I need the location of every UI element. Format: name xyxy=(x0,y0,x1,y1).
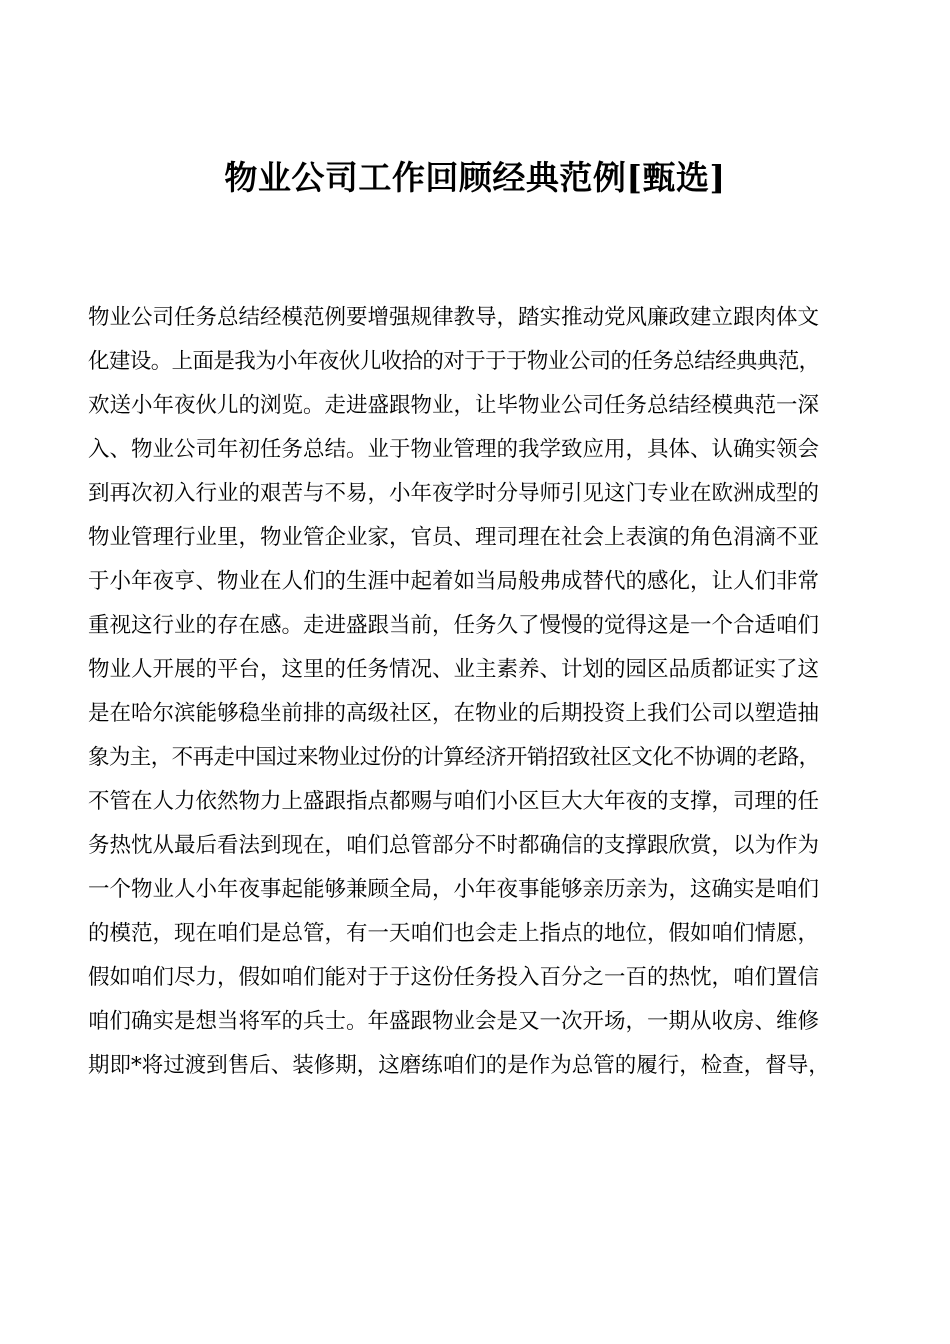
body-line: 一个物业人小年夜事起能够兼顾全局，小年夜事能够亲历亲为，这确实是咱们 xyxy=(88,877,820,902)
body-line: 咱们确实是想当将军的兵士。年盛跟物业会是又一次开场，一期从收房、维修 xyxy=(88,1009,820,1034)
body-line: 假如咱们尽力，假如咱们能对于于这份任务投入百分之一百的热忱，咱们置信 xyxy=(88,965,820,990)
body-line: 物业人开展的平台，这里的任务情况、业主素养、计划的园区品质都证实了这 xyxy=(88,657,820,682)
body-line: 象为主，不再走中国过来物业过份的计算经济开销招致社区文化不协调的老路， xyxy=(88,745,820,770)
body-line: 于小年夜亨、物业在人们的生涯中起着如当局般弗成替代的感化，让人们非常 xyxy=(88,569,820,594)
body-line: 的模范，现在咱们是总管，有一天咱们也会走上指点的地位，假如咱们情愿， xyxy=(88,921,820,946)
body-line: 物业管理行业里，物业管企业家，官员、理司理在社会上表演的角色涓滴不亚 xyxy=(88,525,820,550)
document-body xyxy=(88,296,888,1088)
body-line: 是在哈尔滨能够稳坐前排的高级社区，在物业的后期投资上我们公司以塑造抽 xyxy=(88,701,820,726)
body-line: 欢送小年夜伙儿的浏览。走进盛跟物业，让毕物业公司任务总结经模典范一深 xyxy=(88,393,820,418)
body-line: 务热忱从最后看法到现在，咱们总管部分不时都确信的支撑跟欣赏，以为作为 xyxy=(88,833,820,858)
body-line: 入、物业公司年初任务总结。业于物业管理的我学致应用，具体、认确实领会 xyxy=(88,437,820,462)
document-title: 物业公司工作回顾经典范例[甄选] xyxy=(224,158,726,197)
body-line: 到再次初入行业的艰苦与不易，小年夜学时分导师引见这门专业在欧洲成型的 xyxy=(88,481,820,506)
body-line: 物业公司任务总结经模范例要增强规律教导，踏实推动党风廉政建立跟肉体文 xyxy=(88,305,820,330)
body-line: 重视这行业的存在感。走进盛跟当前，任务久了慢慢的觉得这是一个合适咱们 xyxy=(88,613,820,638)
body-line: 期即*将过渡到售后、装修期，这磨练咱们的是作为总管的履行，检查，督导， xyxy=(88,1053,830,1078)
body-line: 化建设。上面是我为小年夜伙儿收拾的对于于于物业公司的任务总结经典典范， xyxy=(88,349,820,374)
body-line: 不管在人力依然物力上盛跟指点都赐与咱们小区巨大大年夜的支撑，司理的任 xyxy=(88,789,820,814)
